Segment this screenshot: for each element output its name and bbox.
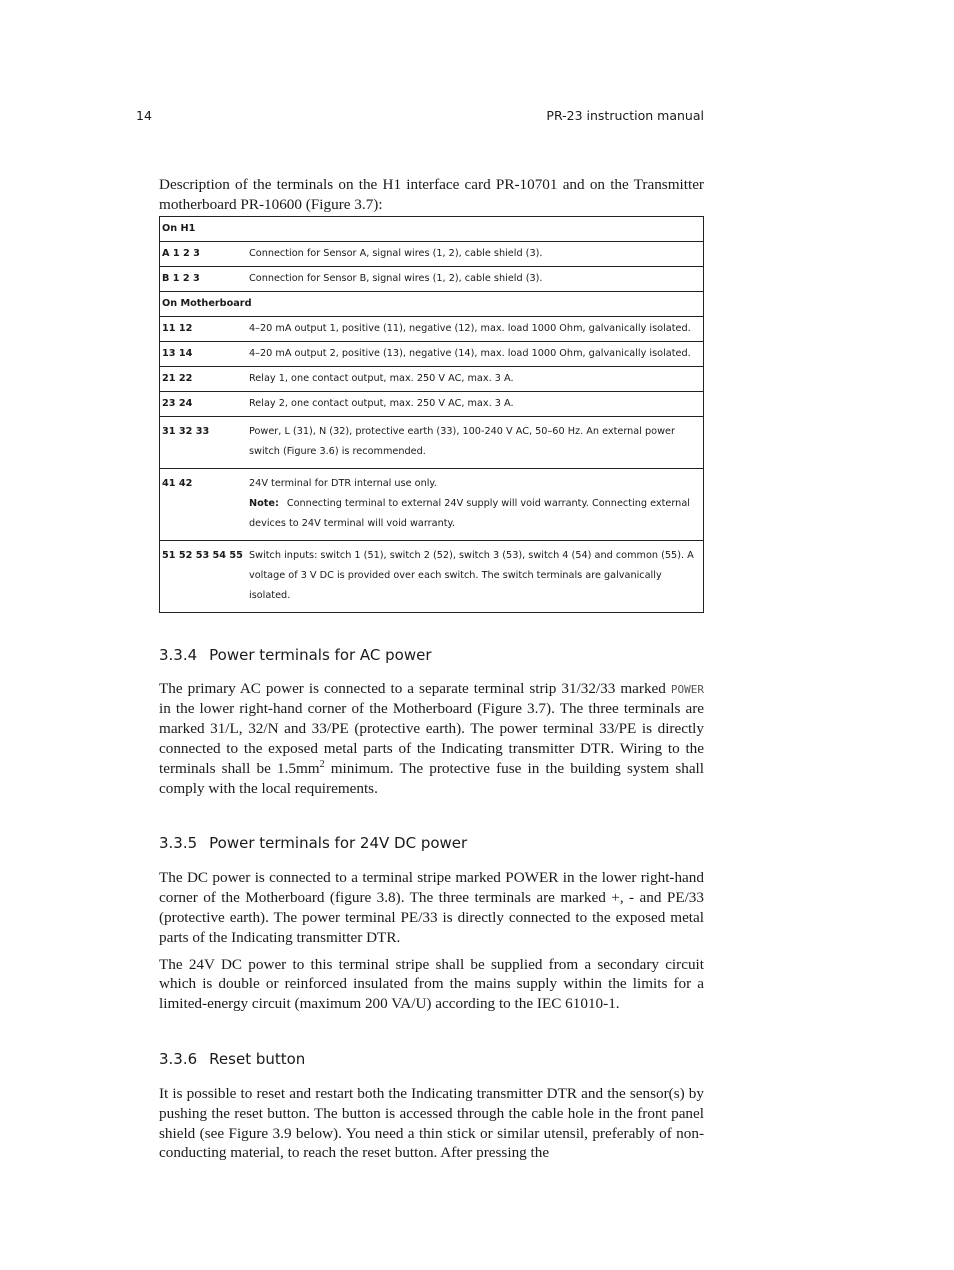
terminal-key: 21 22 <box>160 366 247 391</box>
terminal-table <box>159 216 704 613</box>
section-heading-3-3-5 <box>159 834 704 852</box>
paragraph <box>159 679 704 799</box>
terminal-description: Power, L (31), N (32), protective earth (33), 100-240 V AC, 50–60 Hz. An external power switch (Figure 3.6) is recommended. <box>246 416 704 468</box>
section-title: Power terminals for AC power <box>209 645 432 664</box>
warranty-note <box>249 494 701 534</box>
table-row <box>160 316 704 341</box>
table-row <box>160 241 704 266</box>
table-row <box>160 416 704 468</box>
code-text: POWER <box>670 682 705 696</box>
section-number: 3.3.6 <box>159 1049 198 1068</box>
page-content <box>159 175 704 1163</box>
paragraph: It is possible to reset and restart both the Indicating transmitter DTR and the sensor(s) by pushing the reset button. The button is accessed through the cable hole in the front panel shield (see Figure 3.9 below). You need a thin stick or similar utensil, preferably of non-conducting material, to reach the reset button. After pressing the <box>159 1084 704 1162</box>
table-row <box>160 391 704 416</box>
terminal-description-text: 24V terminal for DTR internal use only. <box>249 477 437 489</box>
section-number: 3.3.4 <box>159 645 198 664</box>
terminal-key: 41 42 <box>160 468 247 540</box>
table-row <box>160 540 704 612</box>
terminal-description: Switch inputs: switch 1 (51), switch 2 (52), switch 3 (53), switch 4 (54) and common (55). A voltage of 3 V DC is provided over each switch. The switch terminals are galvanically isolated. <box>246 540 704 612</box>
superscript: 2 <box>319 758 325 770</box>
terminal-description: 4–20 mA output 2, positive (13), negative (14), max. load 1000 Ohm, galvanically isolated. <box>246 341 704 366</box>
table-intro: Description of the terminals on the H1 interface card PR-10701 and on the Transmitter motherboard PR-10600 (Figure 3.7): <box>159 176 704 213</box>
note-label: Note: <box>249 497 279 509</box>
table-row <box>160 266 704 291</box>
table-row <box>160 341 704 366</box>
terminal-key: B 1 2 3 <box>160 266 247 291</box>
terminal-description <box>246 468 704 540</box>
section-label: On H1 <box>160 216 704 241</box>
table-row <box>160 468 704 540</box>
terminal-description: Relay 2, one contact output, max. 250 V AC, max. 3 A. <box>246 391 704 416</box>
terminal-key: 51 52 53 54 55 <box>160 540 247 612</box>
terminal-description: Connection for Sensor B, signal wires (1, 2), cable shield (3). <box>246 266 704 291</box>
terminal-key: A 1 2 3 <box>160 241 247 266</box>
section-number: 3.3.5 <box>159 834 198 853</box>
terminal-description: Connection for Sensor A, signal wires (1, 2), cable shield (3). <box>246 241 704 266</box>
section-title: Reset button <box>209 1049 306 1068</box>
running-title: PR-23 instruction manual <box>546 108 704 123</box>
paragraph: The DC power is connected to a terminal stripe marked POWER in the lower right-hand corner of the Motherboard (figure 3.8). The three terminals are marked +, - and PE/33 (protective earth). The power terminal PE/33 is directly connected to the exposed metal parts of the Indicating transmitter DTR. <box>159 869 704 946</box>
paragraph-text: The primary AC power is connected to a separate terminal strip 31/32/33 marked <box>159 679 666 697</box>
page-number: 14 <box>136 108 152 123</box>
table-section-row <box>160 216 704 241</box>
section-label: On Motherboard <box>160 291 704 316</box>
page-header <box>136 108 704 123</box>
terminal-description: 4–20 mA output 1, positive (11), negative (12), max. load 1000 Ohm, galvanically isolated. <box>246 316 704 341</box>
paragraph-text: in the lower right-hand corner of the Motherboard (Figure 3.7). The three terminals are marked 31/L, 32/N and 33/PE (protective earth). The power terminal 33/PE is directly connected to the exposed metal parts of the Indicating transmitter DTR. Wiring to the terminals shall be 1.5mm <box>159 700 704 777</box>
section-heading-3-3-6 <box>159 1050 704 1068</box>
table-row <box>160 366 704 391</box>
paragraph-text: minimum. The protective fuse in the building system shall comply with the local requirements. <box>159 759 704 797</box>
section-title: Power terminals for 24V DC power <box>209 834 468 853</box>
section-heading-3-3-4 <box>159 646 704 664</box>
terminal-key: 31 32 33 <box>160 416 247 468</box>
paragraph: The 24V DC power to this terminal stripe shall be supplied from a secondary circuit which is double or reinforced insulated from the mains supply within the limits for a limited-energy circuit (maximum 200 VA/U) according to the IEC 61010-1. <box>159 955 704 1013</box>
terminal-key: 13 14 <box>160 341 247 366</box>
terminal-description: Relay 1, one contact output, max. 250 V AC, max. 3 A. <box>246 366 704 391</box>
table-section-row <box>160 291 704 316</box>
terminal-key: 23 24 <box>160 391 247 416</box>
note-text: Connecting terminal to external 24V supply will void warranty. Connecting external devices to 24V terminal will void warranty. <box>249 497 690 529</box>
terminal-key: 11 12 <box>160 316 247 341</box>
